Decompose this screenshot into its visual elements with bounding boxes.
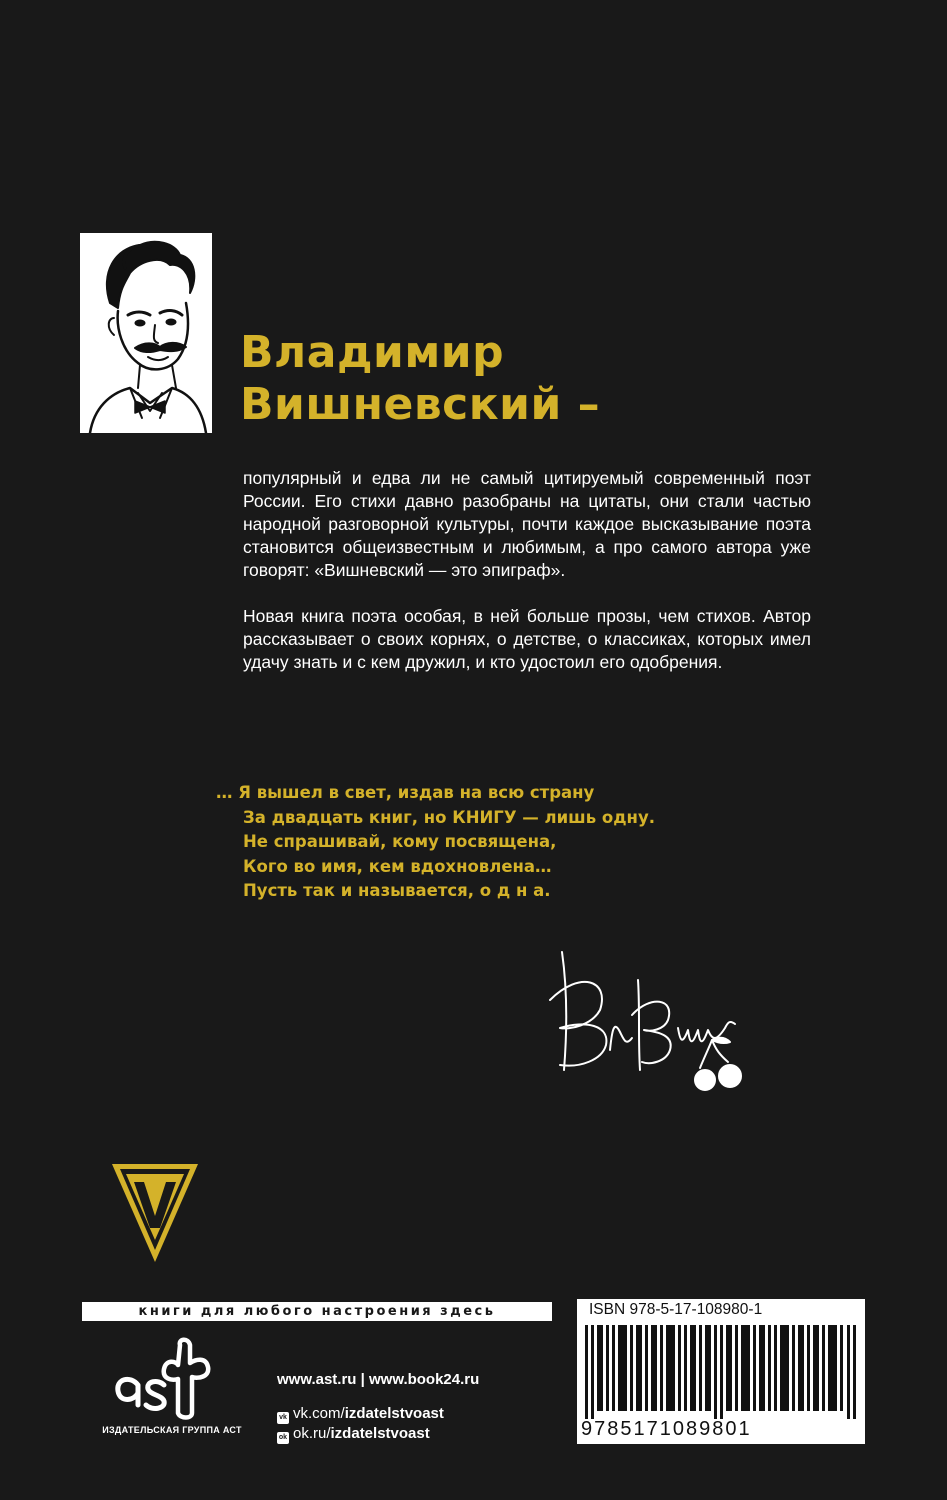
description-paragraph-1: популярный и едва ли не самый цитируемый современный поэт России. Его стихи давно разобраны на цитаты, они стали частью народной разговорной культуры, почти каждое высказывание поэта становится общеизвестным и любимым, а про самого автора уже говорят: «Вишневский — это эпиграф». bbox=[243, 468, 811, 580]
author-caricature bbox=[80, 233, 212, 433]
barcode-panel bbox=[577, 1299, 865, 1444]
publisher-name: ИЗДАТЕЛЬСКАЯ ГРУППА АСТ bbox=[102, 1425, 242, 1435]
ean-digits: 9785171089801 bbox=[581, 1418, 752, 1440]
poem-line: Не спрашивай, кому посвящена, bbox=[243, 832, 557, 851]
ok-link-prefix: ok.ru/ bbox=[293, 1425, 331, 1442]
poem-line: За двадцать книг, но КНИГУ — лишь одну. bbox=[243, 807, 655, 827]
poem-line: Кого во имя, кем вдохновлена… bbox=[243, 856, 552, 876]
author-name-line-2: Вишневский – bbox=[240, 379, 601, 430]
ast-publisher-logo bbox=[108, 1335, 218, 1420]
isbn-text: ISBN 978-5-17-108980-1 bbox=[589, 1301, 763, 1318]
vk-icon: vk bbox=[277, 1412, 289, 1424]
vk-link-prefix: vk.com/ bbox=[293, 1405, 345, 1422]
ok-link-handle: izdatelstvoast bbox=[330, 1425, 430, 1442]
author-signature bbox=[540, 940, 755, 1100]
author-name-title bbox=[240, 327, 600, 431]
poem-line: … Я вышел в свет, издав на всю страну bbox=[216, 783, 595, 802]
tagline-banner: книги для любого настроения здесь bbox=[82, 1302, 552, 1321]
ok-link[interactable] bbox=[277, 1425, 430, 1444]
poem-line: Пусть так и называется, о д н а. bbox=[243, 881, 551, 900]
poem-excerpt bbox=[216, 781, 655, 904]
publisher-websites[interactable]: www.ast.ru | www.book24.ru bbox=[277, 1371, 480, 1388]
barcode-bars bbox=[585, 1325, 859, 1419]
author-name-line-1: Владимир bbox=[240, 327, 505, 378]
description-paragraph-2: Новая книга поэта особая, в ней больше прозы, чем стихов. Автор рассказывает о своих корнях, о детстве, о классиках, которых имел удачу знать и с кем дружил, и кто удостоил его одобрения. bbox=[243, 606, 811, 672]
vk-link-handle: izdatelstvoast bbox=[344, 1405, 444, 1422]
vk-link[interactable] bbox=[277, 1405, 444, 1424]
v-imprint-logo bbox=[110, 1160, 200, 1265]
ok-icon: ok bbox=[277, 1432, 289, 1444]
